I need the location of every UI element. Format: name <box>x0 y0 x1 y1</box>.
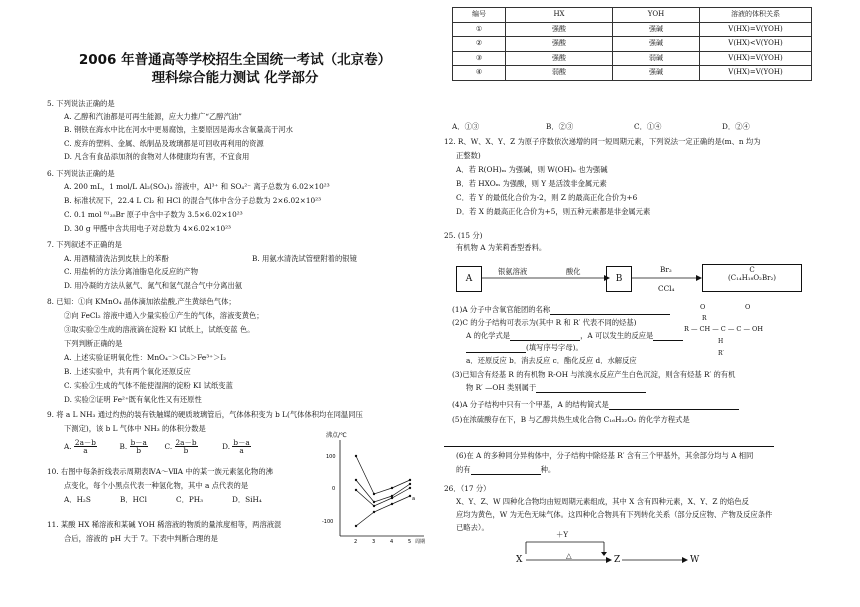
q26-stem-2: X、Y、Z、W 四种化合物均由短周期元素组成，其中 X 含有四种元素，X、Y、Z 的焰色反 <box>456 497 749 506</box>
q9-d-num: b－a <box>233 438 250 447</box>
table-row <box>453 66 812 81</box>
q9-stem: 9. 将 a L NH₃ 通过灼热的装有铁触媒的硬质玻璃管后，气体体积变为 b L(气体体积均在同温同压 <box>47 410 363 419</box>
q9-option-d-label: D. <box>222 441 231 451</box>
q8-option-c: C. 实验①生成的气体不能使湿润的淀粉 KI 试纸变蓝 <box>64 381 233 390</box>
q25-reaction-text: ，A 可以发生的反应是 <box>580 331 654 340</box>
q8-step-3: ③取实验②生成的溶液滴在淀粉 KI 试纸上，试纸变蓝 色。 <box>64 325 255 334</box>
q8-option-b: B. 上述实验中，共有两个氧化还原反应 <box>64 367 191 376</box>
struct-main: R — CH — C — C — OH <box>684 325 764 333</box>
q26-stem: 26．（17 分） <box>444 484 491 493</box>
q7-option-b: B. 用氨水清洗试管壁附着的银镜 <box>252 254 357 263</box>
flow-label-br2: Br₂ <box>660 265 672 274</box>
q25-part5: (5)在浓硫酸存在下，B 与乙醇共热生成化合物 C₁₆H₂₂O₂ 的化学方程式是 <box>452 415 690 424</box>
flow-box-c <box>702 264 802 292</box>
table-cell: ④ <box>453 66 506 81</box>
q25-part3-b-text: 物 R′ —OH 类别属于 <box>466 383 537 392</box>
q9-option-c-frac <box>175 439 198 455</box>
table-header-cell: 溶液的体积关系 <box>700 8 812 23</box>
q9-a-den: a <box>83 446 88 456</box>
answer-blank <box>653 331 683 341</box>
flow-label-ccl4: CCl₄ <box>658 284 675 293</box>
q9-options <box>64 439 251 455</box>
q25-part6: (6)在 A 的多种同分异构体中，分子结构中除烃基 R′ 含有三个甲基外，其余部分均与 A 相同 <box>456 451 754 460</box>
q8-stem: 8. 已知：①向 KMnO₄ 晶体滴加浓盐酸,产生黄绿色气体； <box>47 297 236 306</box>
answer-blank <box>466 343 526 353</box>
q8-judge: 下列判断正确的是 <box>64 339 123 348</box>
answer-blank <box>609 400 739 410</box>
q10-option-d: D．SiH₄ <box>232 495 262 504</box>
q26-stem-3: 应均为黄色，W 为无色无味气体。这四种化合物具有下列转化关系（部分反应物、产物及反应条件 <box>456 510 773 519</box>
q7-option-d: D. 用冷凝的方法从氨气、氮气和氢气混合气中分离出氨 <box>64 281 243 290</box>
q10-stem-2: 点变化，每个小黑点代表一种氢化物，其中 a 点代表的是 <box>64 481 249 490</box>
q11-stem: 11. 某酸 HX 稀溶液和某碱 YOH 稀溶液的物质的量浓度相等，两溶液混 <box>47 520 282 529</box>
q6-option-c: C. 0.1 mol ⁸¹₃₅Br 原子中含中子数为 3.5×6.02×10²³ <box>64 210 243 219</box>
q9-c-den: b <box>183 446 189 456</box>
q11-option-b: B．②③ <box>546 122 574 131</box>
q25-part3-b <box>466 383 646 393</box>
q7-option-c: C. 用盐析的方法分离油脂皂化反应的产物 <box>64 267 199 276</box>
q9-b-den: b <box>136 446 142 456</box>
q5-option-d: D. 凡含有食品添加剂的食物对人体健康均有害，不宜食用 <box>64 152 250 161</box>
q8-step-2: ②向 FeCl₂ 溶液中通入少量实验①产生的气体，溶液变黄色； <box>64 311 264 320</box>
q9-stem-2: 下测定)，该 b L 气体中 NH₃ 的体积分数是 <box>64 424 206 433</box>
q12-stem: 12. R、W、X、Y、Z 为原子序数依次递增的同一短周期元素，下列说法一定正确的是(m、n 均为 <box>444 137 761 146</box>
graph-line-1 <box>356 456 410 494</box>
table-cell: 弱酸 <box>506 66 613 81</box>
q9-option-b-frac <box>130 439 148 455</box>
q7-stem: 7. 下列叙述不正确的是 <box>47 240 122 249</box>
table-row <box>453 37 812 52</box>
q11-stem-2: 合后，溶液的 pH 大于 7。下表中判断合理的是 <box>64 534 218 543</box>
left-column <box>40 0 430 87</box>
q8-option-a: A. 上述实验证明氧化性：MnO₄⁻＞Cl₂＞Fe³⁺＞I₂ <box>64 353 227 362</box>
struct-r-label: R <box>702 315 707 322</box>
graph-ytick-neg100: -100 <box>322 519 334 525</box>
table-cell: V(HX)<V(YOH) <box>700 37 812 52</box>
table-cell: V(HX)=V(YOH) <box>700 51 812 66</box>
table-cell: 强酸 <box>506 37 613 52</box>
q10-option-b: B．HCl <box>120 495 147 504</box>
q26-node-z: Z <box>614 555 621 565</box>
q25-part3: (3)已知含有烃基 R 的有机物 R-OH 与浓溴水反应产生白色沉淀，则含有烃基 R′ 的有机 <box>452 370 736 379</box>
q10-option-a: A．H₂S <box>64 495 91 504</box>
graph-xlabel: 周期 <box>415 539 426 545</box>
q10-stem: 10. 右图中每条折线表示周期表ⅣA～ⅦA 中的某一族元素氢化物的沸 <box>47 467 273 476</box>
q7-option-a: A. 用酒精清洗沾到皮肤上的苯酚 <box>64 254 169 263</box>
boiling-point-graph <box>320 428 432 546</box>
table-header-cell: YOH <box>613 8 700 23</box>
q6-option-b: B. 标准状况下，22.4 L Cl₂ 和 HCl 的混合气体中含分子总数为 2×6.02×10²³ <box>64 196 322 205</box>
table-row <box>453 51 812 66</box>
struct-rp-label: R′ <box>718 350 724 357</box>
table-cell: 弱碱 <box>613 51 700 66</box>
struct-h-label: H <box>718 338 724 345</box>
q26-label-heat: △ <box>566 551 572 560</box>
q9-option-a-frac <box>74 439 97 455</box>
q9-option-d-frac <box>232 439 250 455</box>
q12-option-c: C．若 Y 的最低化合价为-2，则 Z 的最高正化合价为+6 <box>456 193 638 202</box>
q5-option-c: C. 废弃的塑料、金属、纸制品及玻璃都是可回收再利用的资源 <box>64 139 264 148</box>
q10-option-c: C．PH₃ <box>176 495 204 504</box>
table-cell: ① <box>453 22 506 37</box>
q12-stem-2: 正整数) <box>456 151 481 160</box>
table-header-cell: HX <box>506 8 613 23</box>
q25-part6-b <box>456 465 555 475</box>
q25-part2-formula <box>466 331 683 341</box>
q8-option-d: D. 实验②证明 Fe²⁺既有氧化性又有还原性 <box>64 395 202 404</box>
graph-xtick-5: 5 <box>408 539 412 545</box>
q25-part4-text: (4)A 分子结构中只有一个甲基，A 的结构简式是 <box>452 400 609 409</box>
q5-stem: 5. 下列说法正确的是 <box>47 99 115 108</box>
answer-blank <box>510 331 580 341</box>
struct-o-right: O <box>745 303 751 311</box>
q25-stem-2: 有机物 A 为茉莉香型香料。 <box>456 243 547 252</box>
q25-stem: 25. (15 分) <box>444 231 483 240</box>
table-cell: 强碱 <box>613 37 700 52</box>
flow-c-label: C <box>749 266 755 274</box>
q11-table <box>452 7 812 81</box>
q11-option-a: A．①③ <box>452 122 480 131</box>
q26-label-plus-y: ＋Y <box>556 530 569 539</box>
table-header-row <box>453 8 812 23</box>
graph-ytick-0: 0 <box>332 486 336 492</box>
table-cell: V(HX)=V(YOH) <box>700 66 812 81</box>
table-cell: ② <box>453 37 506 52</box>
q9-d-den: a <box>239 446 244 456</box>
table-cell: V(HX)=V(YOH) <box>700 22 812 37</box>
exam-subtitle: 理科综合能力测试 化学部分 <box>151 69 319 86</box>
table-cell: 强酸 <box>506 51 613 66</box>
q11-option-c: C．①④ <box>634 122 662 131</box>
q26-node-w: W <box>690 555 700 565</box>
q26-stem-4: 已略去）。 <box>456 523 489 532</box>
q12-option-b: B．若 HXOₘ 为强酸，则 Y 是活泼非金属元素 <box>456 179 607 188</box>
exam-title: 2006 年普通高等学校招生全国统一考试（北京卷） <box>78 52 392 68</box>
q9-option-c-label: C. <box>164 441 173 451</box>
q25-part1 <box>452 305 670 315</box>
table-cell: ③ <box>453 51 506 66</box>
answer-blank <box>471 465 541 475</box>
table-cell: 强碱 <box>613 66 700 81</box>
q25-part4 <box>452 400 739 410</box>
q6-option-d: D. 30 g 甲醛中含共用电子对总数为 4×6.02×10²³ <box>64 224 231 233</box>
flow-box-b: B <box>606 266 632 292</box>
table-row <box>453 22 812 37</box>
q9-option-b-label: B. <box>119 441 128 451</box>
answer-blank <box>550 305 670 315</box>
flow-c-formula: (C₁₄H₁₈O₂Br₂) <box>728 274 776 283</box>
graph-ylabel: 沸点/℃ <box>326 432 347 439</box>
q25-part1-text: (1)A 分子中含氧官能团的名称 <box>452 305 551 314</box>
q5-option-a: A. 乙醇和汽油都是可再生能源，应大力推广“乙醇汽油” <box>64 112 242 121</box>
table-cell: 强酸 <box>506 22 613 37</box>
table-cell: 强碱 <box>613 22 700 37</box>
answer-blank <box>536 383 646 393</box>
flow-box-a: A <box>456 266 482 292</box>
graph-xtick-3: 3 <box>372 539 376 545</box>
q25-part6-suffix: 种。 <box>540 465 556 474</box>
struct-o-upper: O <box>700 303 706 311</box>
q25-formula-text: A 的化学式是 <box>466 331 511 340</box>
table-header-cell: 编号 <box>453 8 506 23</box>
graph-ytick-100: 100 <box>326 454 336 460</box>
q6-option-a: A. 200 mL，1 mol/L Al₂(SO₄)₃ 溶液中，Al³⁺ 和 SO₄²⁻ 离子总数为 6.02×10²³ <box>64 182 330 191</box>
q9-c-num: 2a－b <box>175 438 197 447</box>
q9-a-num: 2a－b <box>74 438 96 447</box>
graph-point-a-label: a <box>412 496 416 502</box>
graph-xtick-4: 4 <box>390 539 394 545</box>
q11-option-d: D．②④ <box>722 122 750 131</box>
q12-option-d: D．若 X 的最高正化合价为+5，则五种元素都是非金属元素 <box>456 207 651 216</box>
q25-part2: (2)C 的分子结构可表示为(其中 R 和 R′ 代表不同的烃基) <box>452 318 637 327</box>
q25-part2-hint <box>466 343 583 353</box>
q26-node-x: X <box>516 555 523 565</box>
flow-label-silver: 银氨溶液 <box>498 267 528 276</box>
q5-option-b: B. 钢铁在海水中比在河水中更易腐蚀，主要原因是海水含氧量高于河水 <box>64 125 293 134</box>
answer-blank <box>444 437 774 447</box>
q25-hint-text: (填写序号字母)。 <box>526 343 583 352</box>
graph-line-4 <box>356 496 410 526</box>
q26-diagram <box>516 534 706 574</box>
flow-label-acid: 酸化 <box>566 267 581 276</box>
q9-b-num: b－a <box>130 438 147 447</box>
q9-option-a-label: A. <box>64 441 72 451</box>
q6-stem: 6. 下列说法正确的是 <box>47 169 115 178</box>
graph-xtick-2: 2 <box>354 539 358 545</box>
q25-part6-text: 的有 <box>456 465 471 474</box>
q12-option-a: A．若 R(OH)ₘ 为强碱，则 W(OH)ₙ 也为强碱 <box>456 165 608 174</box>
q25-part2-choices: a．还原反应 b．消去反应 c．酯化反应 d．水解反应 <box>466 356 637 365</box>
q25-part5-blank <box>444 437 774 447</box>
